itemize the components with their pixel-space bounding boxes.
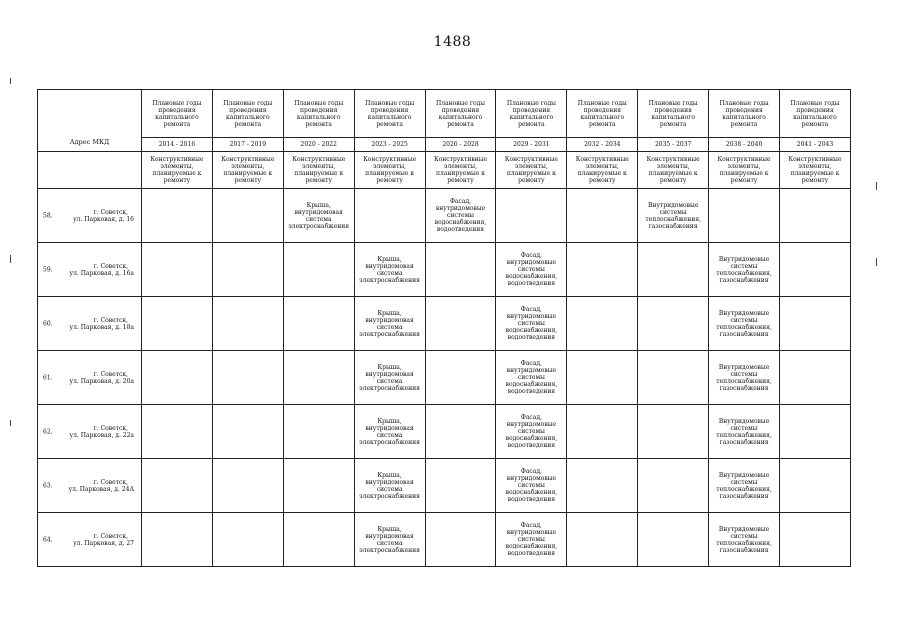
- empty-cell: [567, 405, 638, 459]
- period-header: 2032 - 2034: [567, 138, 638, 152]
- empty-cell: [142, 189, 213, 243]
- header-row-elements: [38, 152, 851, 189]
- table-row: [38, 459, 851, 513]
- table-row: [38, 405, 851, 459]
- repair-elements-cell: Крыша, внутридомовая система электроснабжения: [354, 243, 425, 297]
- empty-cell: [212, 405, 283, 459]
- empty-cell: [638, 513, 709, 567]
- empty-cell: [567, 243, 638, 297]
- empty-cell: [780, 405, 851, 459]
- period-header: 2035 - 2037: [638, 138, 709, 152]
- address-cell: [38, 297, 142, 351]
- header-row-plan-years: [38, 90, 851, 138]
- empty-cell: [567, 351, 638, 405]
- empty-cell: [425, 351, 496, 405]
- plan-years-header: Плановые годы проведения капитального ремонта: [142, 90, 213, 138]
- empty-cell: [425, 297, 496, 351]
- repair-elements-cell: Фасад, внутридомовые системы водоснабжения, водоотведения: [496, 405, 567, 459]
- table-header: [38, 90, 851, 189]
- table-row: [38, 243, 851, 297]
- period-header: 2041 - 2043: [780, 138, 851, 152]
- empty-cell: [212, 513, 283, 567]
- period-header: 2026 - 2028: [425, 138, 496, 152]
- plan-years-header: Плановые годы проведения капитального ремонта: [567, 90, 638, 138]
- repair-elements-cell: Фасад, внутридомовые системы водоснабжения, водоотведения: [496, 351, 567, 405]
- repair-elements-cell: Крыша, внутридомовая система электроснабжения: [354, 351, 425, 405]
- repair-elements-cell: Крыша, внутридомовая система электроснабжения: [354, 459, 425, 513]
- plan-years-header: Плановые годы проведения капитального ремонта: [212, 90, 283, 138]
- empty-cell: [283, 513, 354, 567]
- period-header: 2038 - 2040: [709, 138, 780, 152]
- empty-cell: [638, 405, 709, 459]
- repair-elements-cell: Крыша, внутридомовая система электроснабжения: [354, 297, 425, 351]
- address-street: ул. Парковая, д. 20а: [69, 377, 134, 385]
- address-cell: [38, 459, 142, 513]
- plan-years-header: Плановые годы проведения капитального ремонта: [354, 90, 425, 138]
- repair-elements-cell: Внутридомовые системы теплоснабжения, газоснабжения: [709, 405, 780, 459]
- address-city: г. Советск,: [93, 262, 128, 270]
- address-city: г. Советск,: [93, 532, 128, 540]
- period-header: 2020 - 2022: [283, 138, 354, 152]
- row-number: 59.: [43, 266, 53, 273]
- period-header: 2023 - 2025: [354, 138, 425, 152]
- empty-cell: [780, 189, 851, 243]
- empty-cell: [212, 243, 283, 297]
- address-city: г. Советск,: [93, 478, 128, 486]
- repair-elements-cell: Внутридомовые системы теплоснабжения, газоснабжения: [638, 189, 709, 243]
- margin-mark: [876, 182, 877, 190]
- address-cell: [38, 513, 142, 567]
- address-cell: [38, 189, 142, 243]
- page-number: 1488: [433, 34, 472, 50]
- plan-years-header: Плановые годы проведения капитального ремонта: [709, 90, 780, 138]
- address-street: ул. Парковая, д. 27: [73, 539, 134, 547]
- empty-cell: [567, 297, 638, 351]
- capital-repair-table: [37, 89, 851, 567]
- repair-elements-cell: Фасад, внутридомовые системы водоснабжения, водоотведения: [496, 297, 567, 351]
- table-body: [38, 189, 851, 567]
- empty-cell: [212, 297, 283, 351]
- empty-cell: [283, 351, 354, 405]
- empty-cell: [496, 189, 567, 243]
- margin-mark: [10, 78, 11, 84]
- empty-cell: [142, 513, 213, 567]
- table-row: [38, 297, 851, 351]
- empty-cell: [283, 405, 354, 459]
- empty-cell: [780, 243, 851, 297]
- row-number: 64.: [43, 536, 53, 543]
- repair-elements-cell: Внутридомовые системы теплоснабжения, газоснабжения: [709, 459, 780, 513]
- table-row: [38, 189, 851, 243]
- empty-cell: [425, 405, 496, 459]
- repair-elements-cell: Крыша, внутридомовая система электроснабжения: [354, 405, 425, 459]
- empty-cell: [780, 459, 851, 513]
- address-city: г. Советск,: [93, 370, 128, 378]
- repair-elements-cell: Фасад, внутридомовые системы водоснабжения, водоотведения: [496, 243, 567, 297]
- empty-cell: [283, 459, 354, 513]
- repair-elements-cell: Фасад, внутридомовые системы водоснабжения, водоотведения: [496, 459, 567, 513]
- empty-cell: [283, 243, 354, 297]
- empty-cell: [638, 351, 709, 405]
- empty-cell: [425, 243, 496, 297]
- address-street: ул. Парковая, д. 24А: [68, 485, 134, 493]
- period-header: 2017 - 2019: [212, 138, 283, 152]
- repair-elements-cell: Крыша, внутридомовая система электроснабжения: [354, 513, 425, 567]
- address-street: ул. Парковая, д. 16: [73, 215, 134, 223]
- empty-cell: [212, 189, 283, 243]
- address-city: г. Советск,: [93, 424, 128, 432]
- empty-cell: [780, 513, 851, 567]
- header-blank-cell: [38, 152, 142, 189]
- table-row: [38, 351, 851, 405]
- elements-header: Конструктивные элементы, планируемые к ремонту: [142, 152, 213, 189]
- elements-header: Конструктивные элементы, планируемые к ремонту: [212, 152, 283, 189]
- row-number: 58.: [43, 212, 53, 219]
- elements-header: Конструктивные элементы, планируемые к ремонту: [496, 152, 567, 189]
- empty-cell: [780, 351, 851, 405]
- empty-cell: [142, 351, 213, 405]
- elements-header: Конструктивные элементы, планируемые к ремонту: [709, 152, 780, 189]
- plan-years-header: Плановые годы проведения капитального ремонта: [425, 90, 496, 138]
- repair-elements-cell: Внутридомовые системы теплоснабжения, газоснабжения: [709, 351, 780, 405]
- address-street: ул. Парковая, д. 16а: [69, 269, 134, 277]
- empty-cell: [142, 297, 213, 351]
- elements-header: Конструктивные элементы, планируемые к ремонту: [638, 152, 709, 189]
- empty-cell: [425, 513, 496, 567]
- empty-cell: [142, 459, 213, 513]
- margin-mark: [10, 255, 11, 263]
- elements-header: Конструктивные элементы, планируемые к ремонту: [780, 152, 851, 189]
- empty-cell: [212, 351, 283, 405]
- empty-cell: [780, 297, 851, 351]
- repair-elements-cell: Внутридомовые системы теплоснабжения, газоснабжения: [709, 513, 780, 567]
- repair-elements-cell: Фасад, внутридомовые системы водоснабжения, водоотведения: [496, 513, 567, 567]
- margin-mark: [876, 258, 877, 266]
- address-city: г. Советск,: [93, 208, 128, 216]
- plan-years-header: Плановые годы проведения капитального ремонта: [780, 90, 851, 138]
- address-cell: [38, 405, 142, 459]
- row-number: 61.: [43, 374, 53, 381]
- address-cell: [38, 351, 142, 405]
- address-city: г. Советск,: [93, 316, 128, 324]
- empty-cell: [638, 243, 709, 297]
- elements-header: Конструктивные элементы, планируемые к ремонту: [354, 152, 425, 189]
- elements-header: Конструктивные элементы, планируемые к ремонту: [283, 152, 354, 189]
- period-header: 2014 - 2016: [142, 138, 213, 152]
- empty-cell: [709, 189, 780, 243]
- repair-elements-cell: Внутридомовые системы теплоснабжения, газоснабжения: [709, 297, 780, 351]
- empty-cell: [567, 459, 638, 513]
- address-column-header: Адрес МКД: [38, 90, 142, 152]
- elements-header: Конструктивные элементы, планируемые к ремонту: [567, 152, 638, 189]
- plan-years-header: Плановые годы проведения капитального ремонта: [283, 90, 354, 138]
- address-street: ул. Парковая, д. 18а: [69, 323, 134, 331]
- empty-cell: [567, 513, 638, 567]
- empty-cell: [283, 297, 354, 351]
- row-number: 60.: [43, 320, 53, 327]
- row-number: 62.: [43, 428, 53, 435]
- empty-cell: [425, 459, 496, 513]
- repair-elements-cell: Внутридомовые системы теплоснабжения, газоснабжения: [709, 243, 780, 297]
- empty-cell: [142, 405, 213, 459]
- empty-cell: [567, 189, 638, 243]
- repair-elements-cell: Крыша, внутридомовая система электроснабжения: [283, 189, 354, 243]
- repair-elements-cell: Фасад, внутридомовые системы водоснабжения, водоотведения: [425, 189, 496, 243]
- address-street: ул. Парковая, д. 22а: [69, 431, 134, 439]
- empty-cell: [638, 297, 709, 351]
- table-row: [38, 513, 851, 567]
- address-cell: [38, 243, 142, 297]
- row-number: 63.: [43, 482, 53, 489]
- empty-cell: [638, 459, 709, 513]
- empty-cell: [142, 243, 213, 297]
- empty-cell: [212, 459, 283, 513]
- plan-years-header: Плановые годы проведения капитального ремонта: [496, 90, 567, 138]
- period-header: 2029 - 2031: [496, 138, 567, 152]
- header-row-periods: [38, 138, 851, 152]
- plan-years-header: Плановые годы проведения капитального ремонта: [638, 90, 709, 138]
- margin-mark: [10, 420, 11, 426]
- empty-cell: [354, 189, 425, 243]
- elements-header: Конструктивные элементы, планируемые к ремонту: [425, 152, 496, 189]
